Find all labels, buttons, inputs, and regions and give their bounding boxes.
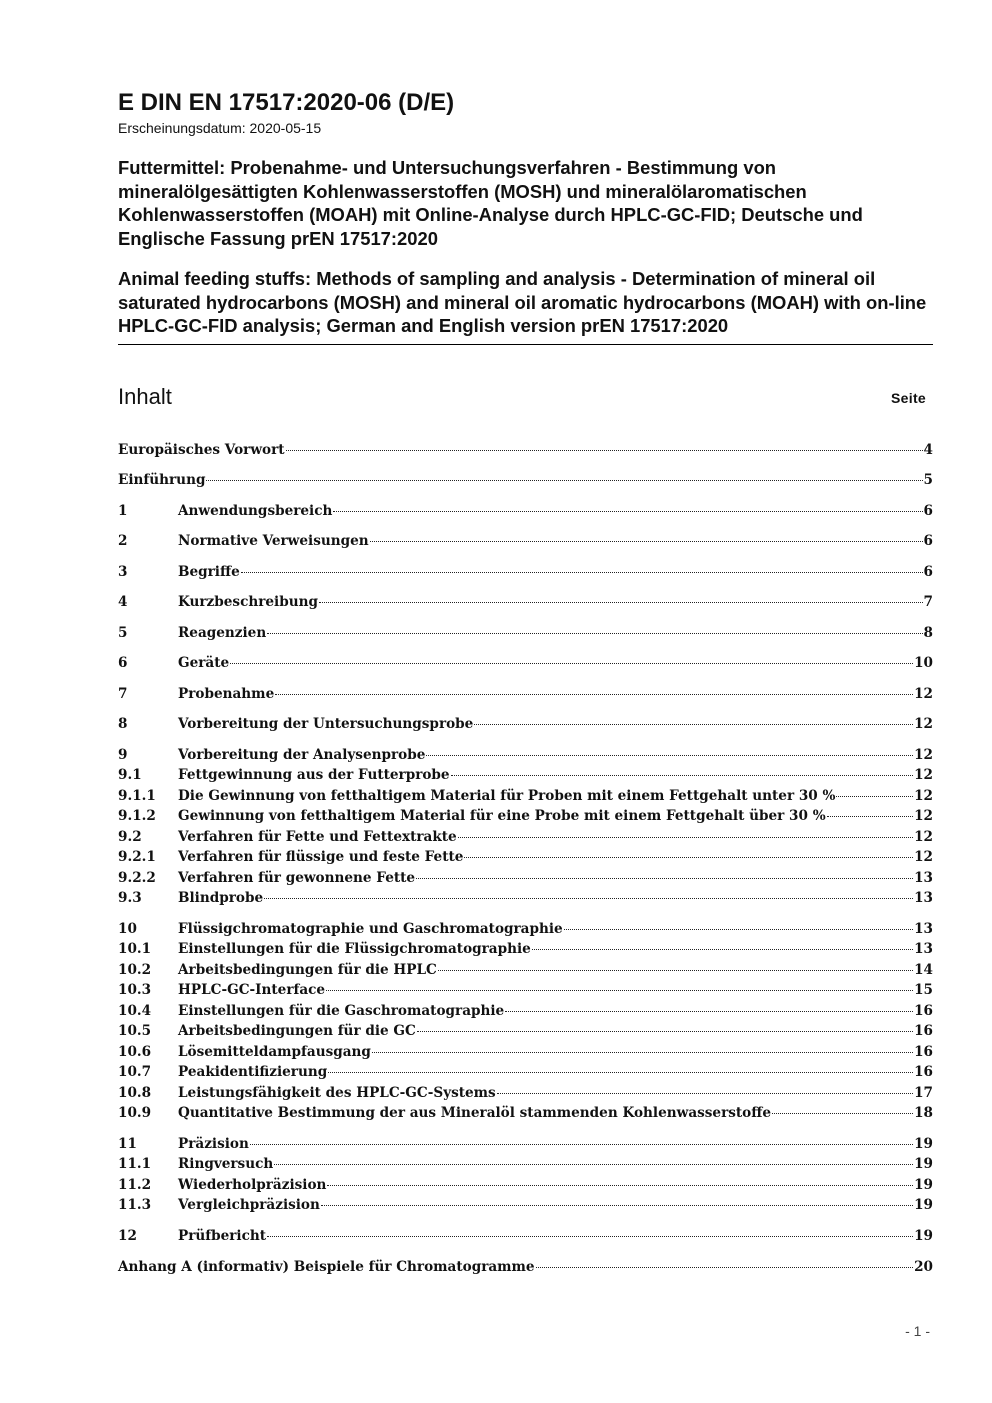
toc-leader-dots bbox=[319, 602, 923, 603]
toc-entry[interactable] bbox=[118, 653, 933, 673]
toc-entry-number: 10.6 bbox=[118, 1044, 152, 1060]
toc-leader-dots bbox=[333, 511, 922, 512]
toc-entry-title: Die Gewinnung von fetthaltigem Material für Proben mit einem Fettgehalt unter 30 % bbox=[178, 788, 836, 804]
toc-entry-number: 2 bbox=[118, 533, 128, 549]
toc-entry-page: 12 bbox=[914, 747, 933, 763]
toc-entry-page: 19 bbox=[914, 1156, 933, 1172]
toc-entry-page: 10 bbox=[914, 655, 933, 671]
toc-entry[interactable] bbox=[118, 745, 933, 765]
toc-entry-number: 9.2 bbox=[118, 829, 142, 845]
toc-entry[interactable] bbox=[118, 765, 933, 785]
toc-entry[interactable] bbox=[118, 440, 933, 460]
publication-date: Erscheinungsdatum: 2020-05-15 bbox=[118, 120, 322, 136]
toc-entry-number: 5 bbox=[118, 625, 128, 641]
toc-entry-number: 9.1 bbox=[118, 767, 142, 783]
toc-entry-number: 10.1 bbox=[118, 941, 152, 957]
toc-entry-page: 12 bbox=[914, 849, 933, 865]
toc-entry[interactable] bbox=[118, 919, 933, 939]
toc-entry[interactable] bbox=[118, 501, 933, 521]
toc-entry[interactable] bbox=[118, 1134, 933, 1154]
toc-entry-page: 6 bbox=[923, 533, 933, 549]
toc-leader-dots bbox=[827, 816, 913, 817]
toc-leader-dots bbox=[370, 541, 923, 542]
toc-entry-title: Ringversuch bbox=[178, 1156, 274, 1172]
toc-entry-title: Fettgewinnung aus der Futterprobe bbox=[178, 767, 450, 783]
toc-leader-dots bbox=[836, 796, 913, 797]
toc-leader-dots bbox=[416, 878, 913, 879]
page-number: - 1 - bbox=[905, 1323, 930, 1339]
toc-entry-title: Kurzbeschreibung bbox=[178, 594, 318, 610]
title-english: Animal feeding stuffs: Methods of sampling and analysis - Determination of mineral oil saturated hydrocarbons (MOSH) and mineral oil aromatic hydrocarbons (MOAH) with on-line HPLC-GC-FID analysis; German and English version prEN 17517:2020 bbox=[118, 268, 927, 336]
toc-entry-page: 13 bbox=[914, 870, 933, 886]
toc-entry-page: 16 bbox=[914, 1044, 933, 1060]
toc-entry[interactable] bbox=[118, 1062, 933, 1082]
toc-entry-number: 7 bbox=[118, 686, 128, 702]
toc-entry-page: 18 bbox=[914, 1105, 933, 1121]
header-divider bbox=[118, 344, 933, 345]
toc-leader-dots bbox=[536, 1267, 913, 1268]
toc-entry[interactable] bbox=[118, 847, 933, 867]
toc-entry-title: Verfahren für flüssige und feste Fette bbox=[178, 849, 464, 865]
toc-entry-page: 16 bbox=[914, 1003, 933, 1019]
toc-entry-title: Einstellungen für die Flüssigchromatographie bbox=[178, 941, 531, 957]
toc-entry-title: Vorbereitung der Untersuchungsprobe bbox=[178, 716, 474, 732]
toc-entry-title: Peakidentifizierung bbox=[178, 1064, 328, 1080]
toc-entry[interactable] bbox=[118, 960, 933, 980]
toc-entry-page: 6 bbox=[923, 564, 933, 580]
toc-leader-dots bbox=[230, 663, 913, 664]
toc-entry-page: 12 bbox=[914, 686, 933, 702]
toc-leader-dots bbox=[250, 1144, 913, 1145]
toc-entry[interactable] bbox=[118, 714, 933, 734]
title-german: Futtermittel: Probenahme- und Untersuchungsverfahren - Bestimmung von mineralölgesättigten Kohlenwasserstoffen (MOSH) und mineralölaromatischen Kohlenwasserstoffen (MOAH) mit Online-Analyse durch HPLC-GC-FID; Deutsche und Englische Fassung prEN 17517:2020 bbox=[118, 157, 863, 249]
toc-entry-page: 12 bbox=[914, 767, 933, 783]
toc-leader-dots bbox=[286, 450, 923, 451]
toc-entry-number: 9.2.1 bbox=[118, 849, 156, 865]
toc-entry-page: 7 bbox=[923, 594, 933, 610]
toc-leader-dots bbox=[241, 572, 923, 573]
toc-entry-page: 14 bbox=[914, 962, 933, 978]
toc-leader-dots bbox=[327, 1185, 913, 1186]
toc-entry-title: Vergleichpräzision bbox=[178, 1197, 320, 1213]
toc-leader-dots bbox=[264, 898, 913, 899]
toc-entry-title: Gewinnung von fetthaltigem Material für eine Probe mit einem Fettgehalt über 30 % bbox=[178, 808, 826, 824]
toc-entry-title: Verfahren für gewonnene Fette bbox=[178, 870, 416, 886]
toc-entry-number: 9.3 bbox=[118, 890, 142, 906]
document-header bbox=[118, 88, 933, 338]
toc-entry-title: HPLC-GC-Interface bbox=[178, 982, 326, 998]
toc-entry[interactable] bbox=[118, 939, 933, 959]
toc-entry-page: 19 bbox=[914, 1228, 933, 1244]
toc-page-label: Seite bbox=[891, 390, 926, 406]
toc-entry-number: 9.2.2 bbox=[118, 870, 156, 886]
toc-entry-page: 12 bbox=[914, 808, 933, 824]
toc-entry-title: Europäisches Vorwort bbox=[118, 442, 285, 458]
toc-entry[interactable] bbox=[118, 888, 933, 908]
toc-entry-number: 9.1.1 bbox=[118, 788, 156, 804]
toc-entry[interactable] bbox=[118, 868, 933, 888]
toc-entry-page: 20 bbox=[914, 1259, 933, 1275]
toc-entry-title: Begriffe bbox=[178, 564, 240, 580]
toc-leader-dots bbox=[417, 1031, 913, 1032]
toc-entry-page: 12 bbox=[914, 716, 933, 732]
toc-entry[interactable] bbox=[118, 827, 933, 847]
toc-entry[interactable] bbox=[118, 980, 933, 1000]
toc-entry-page: 17 bbox=[914, 1085, 933, 1101]
toc-entry-page: 6 bbox=[923, 503, 933, 519]
toc-header bbox=[118, 382, 926, 412]
toc-entry[interactable] bbox=[118, 1042, 933, 1062]
toc-leader-dots bbox=[564, 929, 913, 930]
toc-entry-page: 19 bbox=[914, 1136, 933, 1152]
toc-entry[interactable] bbox=[118, 1083, 933, 1103]
toc-entry-number: 12 bbox=[118, 1228, 137, 1244]
toc-entry-number: 10.4 bbox=[118, 1003, 152, 1019]
toc-leader-dots bbox=[267, 1236, 913, 1237]
toc-entry[interactable] bbox=[118, 1154, 933, 1174]
toc-entry-page: 5 bbox=[923, 472, 933, 488]
toc-entry[interactable] bbox=[118, 531, 933, 551]
toc-entry-number: 11 bbox=[118, 1136, 137, 1152]
toc-entry-page: 15 bbox=[914, 982, 933, 998]
toc-entry-title: Arbeitsbedingungen für die HPLC bbox=[178, 962, 437, 978]
toc-entry-number: 3 bbox=[118, 564, 128, 580]
toc-entry-title: Blindprobe bbox=[178, 890, 264, 906]
toc-entry-number: 8 bbox=[118, 716, 128, 732]
toc-entry-title: Prüfbericht bbox=[178, 1228, 267, 1244]
toc-entry-title: Verfahren für Fette und Fettextrakte bbox=[178, 829, 457, 845]
toc-entry-number: 10.2 bbox=[118, 962, 152, 978]
toc-leader-dots bbox=[438, 970, 913, 971]
toc-leader-dots bbox=[772, 1113, 913, 1114]
toc-entry-title: Normative Verweisungen bbox=[178, 533, 369, 549]
toc-entry-title: Probenahme bbox=[178, 686, 275, 702]
toc-entry[interactable] bbox=[118, 470, 933, 490]
toc-entry[interactable] bbox=[118, 1195, 933, 1215]
toc-entry-title: Einstellungen für die Gaschromatographie bbox=[178, 1003, 505, 1019]
toc-entry-title: Einführung bbox=[118, 472, 206, 488]
toc-entry-number: 10.9 bbox=[118, 1105, 152, 1121]
toc-entry-number: 10.8 bbox=[118, 1085, 152, 1101]
toc-entry-title: Wiederholpräzision bbox=[178, 1177, 327, 1193]
toc-entry-page: 19 bbox=[914, 1177, 933, 1193]
toc-entry[interactable] bbox=[118, 786, 933, 806]
toc-entry-title: Flüssigchromatographie und Gaschromatographie bbox=[178, 921, 563, 937]
document-id: E DIN EN 17517:2020-06 (D/E) bbox=[118, 89, 455, 116]
toc-entry-title: Arbeitsbedingungen für die GC bbox=[178, 1023, 416, 1039]
toc-entry[interactable] bbox=[118, 806, 933, 826]
toc-entry-page: 12 bbox=[914, 788, 933, 804]
toc-entry-number: 11.3 bbox=[118, 1197, 152, 1213]
toc-entry-page: 13 bbox=[914, 941, 933, 957]
toc-title: Inhalt bbox=[118, 384, 172, 409]
toc-entry-page: 13 bbox=[914, 890, 933, 906]
toc-entry-title: Anwendungsbereich bbox=[178, 503, 333, 519]
toc-entry-number: 10.3 bbox=[118, 982, 152, 998]
toc-entry-page: 13 bbox=[914, 921, 933, 937]
toc-leader-dots bbox=[505, 1011, 913, 1012]
toc-entry-page: 8 bbox=[923, 625, 933, 641]
toc-leader-dots bbox=[328, 1072, 913, 1073]
toc-entry-number: 4 bbox=[118, 594, 128, 610]
toc-entry-title: Geräte bbox=[178, 655, 230, 671]
toc-entry[interactable] bbox=[118, 1001, 933, 1021]
toc-leader-dots bbox=[474, 724, 913, 725]
toc-entry[interactable] bbox=[118, 1175, 933, 1195]
toc-entry-title: Reagenzien bbox=[178, 625, 267, 641]
toc-entry-number: 6 bbox=[118, 655, 128, 671]
toc-leader-dots bbox=[458, 837, 913, 838]
toc-entry-title: Anhang A (informativ) Beispiele für Chromatogramme bbox=[118, 1259, 535, 1275]
toc-entry-title: Quantitative Bestimmung der aus Mineralöl stammenden Kohlenwasserstoffe bbox=[178, 1105, 772, 1121]
toc-entry[interactable] bbox=[118, 1226, 933, 1246]
toc-leader-dots bbox=[426, 755, 913, 756]
toc-entry-number: 9.1.2 bbox=[118, 808, 156, 824]
toc-entry-title: Vorbereitung der Analysenprobe bbox=[178, 747, 426, 763]
toc-entry[interactable] bbox=[118, 623, 933, 643]
toc-entry-number: 11.1 bbox=[118, 1156, 152, 1172]
toc-leader-dots bbox=[326, 990, 913, 991]
toc-entry-number: 9 bbox=[118, 747, 128, 763]
toc-entry-number: 1 bbox=[118, 503, 128, 519]
toc-entry[interactable] bbox=[118, 562, 933, 582]
toc-entry-page: 4 bbox=[923, 442, 933, 458]
toc-entry-page: 19 bbox=[914, 1197, 933, 1213]
toc-leader-dots bbox=[321, 1205, 913, 1206]
toc-entry-page: 16 bbox=[914, 1023, 933, 1039]
toc-entry-page: 12 bbox=[914, 829, 933, 845]
toc-entry[interactable] bbox=[118, 684, 933, 704]
toc-entry[interactable] bbox=[118, 592, 933, 612]
toc-leader-dots bbox=[267, 633, 922, 634]
toc-entry-title: Präzision bbox=[178, 1136, 249, 1152]
toc-leader-dots bbox=[274, 1164, 913, 1165]
toc-entry-title: Leistungsfähigkeit des HPLC-GC-Systems bbox=[178, 1085, 496, 1101]
toc-entry[interactable] bbox=[118, 1103, 933, 1123]
toc-entry-title: Lösemitteldampfausgang bbox=[178, 1044, 371, 1060]
toc-leader-dots bbox=[497, 1093, 913, 1094]
toc-leader-dots bbox=[275, 694, 913, 695]
toc-entry[interactable] bbox=[118, 1021, 933, 1041]
toc-leader-dots bbox=[206, 480, 922, 481]
toc-entry-number: 10.5 bbox=[118, 1023, 152, 1039]
toc-leader-dots bbox=[532, 949, 913, 950]
toc-entry-page: 16 bbox=[914, 1064, 933, 1080]
toc-entry-number: 11.2 bbox=[118, 1177, 152, 1193]
toc-leader-dots bbox=[464, 857, 913, 858]
toc-leader-dots bbox=[451, 775, 913, 776]
toc-entry-number: 10.7 bbox=[118, 1064, 152, 1080]
toc-entry[interactable] bbox=[118, 1257, 933, 1277]
toc-entry-number: 10 bbox=[118, 921, 137, 937]
toc-leader-dots bbox=[372, 1052, 913, 1053]
